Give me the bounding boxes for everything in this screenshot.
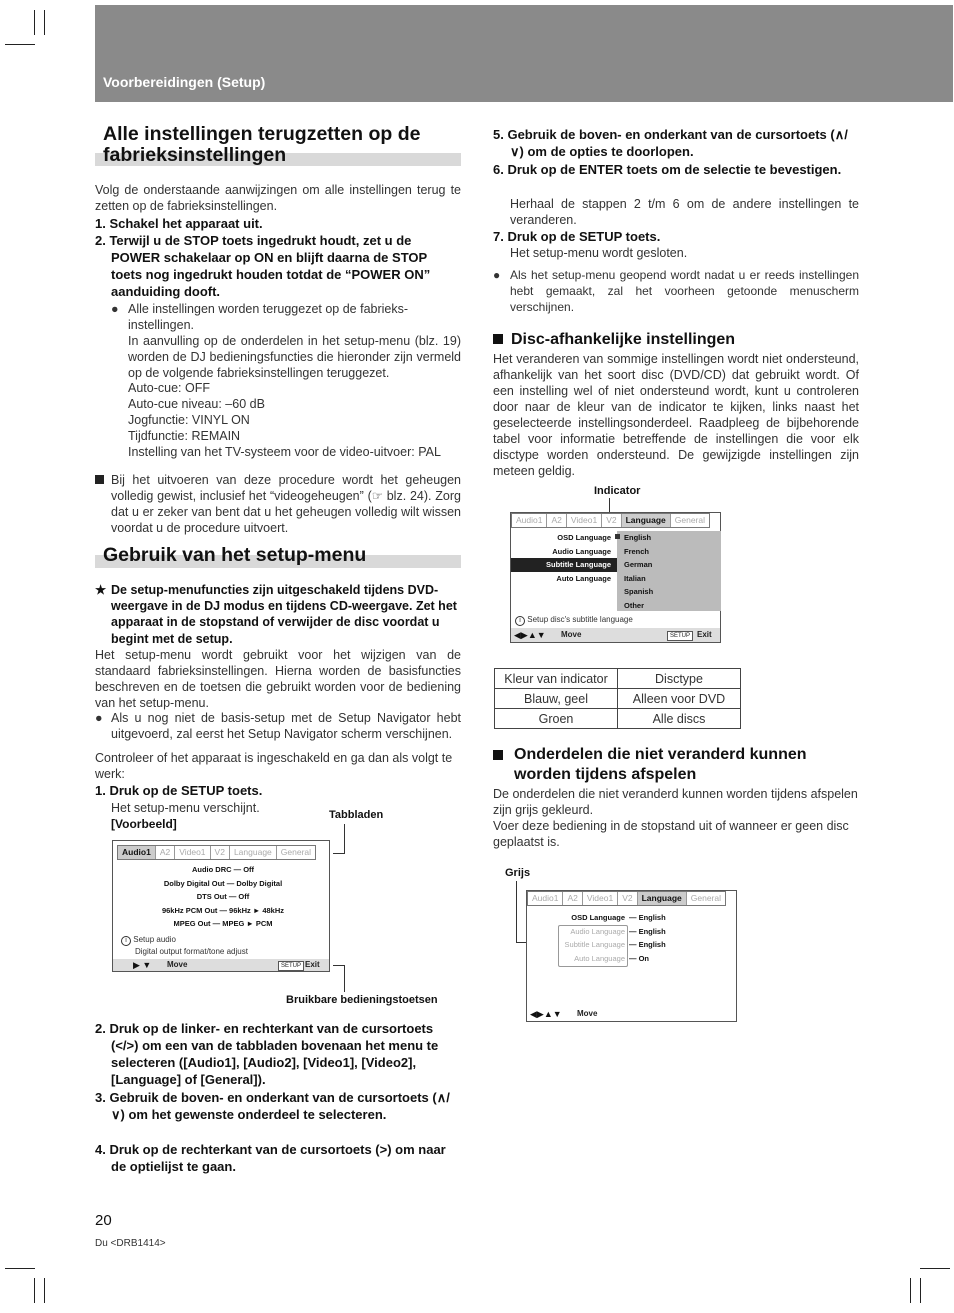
indicator-label: Indicator [594,485,641,497]
callout-line [344,824,345,854]
parts-para-2: Voer deze bediening in de stopstand uit of wanneer er geen disc geplaatst is. [493,819,849,849]
osd-item: OSD Language [571,913,625,922]
step-setup-6-note: Herhaal de stappen 2 t/m 6 om de andere instellingen te veranderen. [510,197,859,227]
crop-mark [44,1278,45,1303]
defaults-list [128,380,461,460]
section-title-setup: Gebruik van het setup-menu [103,544,367,566]
osd-tab-audio1: Audio1 [528,892,563,905]
osd-tab-video1: Video1 [583,892,618,905]
bullet-text: Als u nog niet de basis-setup met de Setup Navigator hebt uitgevoerd, zal eerst het Setup Navigator scherm verschijnen. [111,711,461,741]
indicator-mark [615,534,620,539]
osd-option: Other [624,600,645,610]
table-cell: Blauw, geel [495,689,618,709]
osd-tab-language: Language [638,892,687,905]
default-item: Auto-cue: OFF [128,381,210,395]
star-note [95,582,461,647]
osd-option: Italian [624,573,646,583]
osd-tab-language: Language [230,846,277,859]
disc-heading-text: Disc-afhankelijke instellingen [511,331,736,348]
osd-exit: Exit [697,630,712,639]
table-cell: Alle discs [618,709,741,729]
tabbladen-label: Tabbladen [329,809,384,821]
table-cell: Disctype [618,669,741,689]
setup-key-icon: SETUP [278,961,304,971]
step-setup-7: 7. Druk op de SETUP toets. [493,229,661,244]
cursor-keys-icon: ▶ ▼ [133,960,152,970]
osd-item-grey: Auto Language [574,953,625,963]
osd-tab-general: General [280,847,312,857]
callout-line [333,853,345,854]
osd-exit: Exit [305,960,320,969]
osd-tab-general: General [674,515,706,525]
bullet-dot: ● [111,302,119,316]
step-setup-1: 1. Druk op de SETUP toets. [95,783,263,798]
step-setup-5: 5. Gebruik de boven- en onderkant van de cursortoets (∧/∨) om de opties te doorlopen. [493,127,848,159]
info-icon: i [121,936,131,946]
heading-square-icon [493,334,503,344]
table-row [495,709,741,729]
menu-bullet [493,267,859,315]
osd-help-line: Setup audio [133,935,176,944]
crop-mark [920,1268,950,1269]
grey-items-example [526,890,737,1022]
setup-para: Het setup-menu wordt gebruikt voor het wijzigen van de standaard fabrieksinstellingen. Hierna worden de basisfuncties beschreven en de toetsen die gebruikt worden voor de bediening van het setup-menu. [95,648,461,710]
step-2: 2. Terwijl u de STOP toets ingedrukt houdt, zet u de POWER schakelaar op ON en blijft daarna de STOP toets nog ingedrukt houden totdat de “POWER ON” aanduiding dooft. [95,233,431,299]
osd-help-line: Digital output format/tone adjust [135,947,248,956]
crop-mark [910,1278,911,1303]
navigator-bullet [95,710,461,742]
language-menu-example [510,512,721,643]
example-label: [Voorbeeld] [111,817,177,831]
osd-move: Move [561,630,582,639]
osd-tab-video1: Video1 [175,846,210,859]
osd-tab-a2: A2 [563,892,582,905]
note-square-icon [95,475,104,484]
osd-item: Audio DRC — Off [191,865,255,874]
table-cell: Groen [495,709,618,729]
default-item: Instelling van het TV-systeem voor de video-uitvoer: PAL [128,445,441,459]
osd-items [133,863,313,931]
step-1: 1. Schakel het apparaat uit. [95,216,263,231]
step-setup-3: 3. Gebruik de boven- en onderkant van de cursortoets (∧/∨) om het gewenste onderdeel te selecteren. [95,1090,450,1122]
crop-mark [5,44,35,45]
default-item: Tijdfunctie: REMAIN [128,429,241,443]
note-text: Bij het uitvoeren van deze procedure wordt het geheugen volledig gewist, inclusief het “videogeheugen” (☞ blz. 24). Zorg dat u er zeker van bent dat u het geheugen volledig wilt wissen voordat u de procedure uitvoert. [111,473,461,535]
default-item: Auto-cue niveau: –60 dB [128,397,265,411]
osd-item: Dolby Digital Out — Dolby Digital [163,878,283,888]
setup-menu-example [112,840,330,972]
parts-heading [493,745,859,785]
info-icon: i [515,616,525,626]
intro-text: Volg de onderstaande aanwijzingen om alle instellingen terug te zetten op de fabrieksinstellingen. [95,183,461,213]
table-row [495,689,741,709]
bullet-dot: ● [95,711,103,725]
disc-heading [493,330,859,350]
osd-item: Audio Language [552,546,611,556]
osd-option: German [624,560,653,569]
osd-tab-v2: V2 [618,892,637,905]
doc-code: Du <DRB1414> [95,1238,166,1249]
osd-bottom-bar [113,959,329,971]
step-setup-6: 6. Druk op de ENTER toets om de selectie te bevestigen. [493,162,842,177]
osd-value: English [638,940,666,949]
osd-item-selected: Subtitle Language [545,560,611,569]
keys-label: Bruikbare bedieningstoetsen [286,994,438,1006]
star-icon: ★ [95,583,107,597]
cursor-keys-icon: ◀▶▲▼ [530,1009,562,1019]
setup-key-icon: SETUP [667,631,693,641]
osd-items [527,911,625,965]
osd-item: 96kHz PCM Out — 96kHz ► 48kHz [161,905,285,915]
callout-line [333,965,345,966]
parts-para-1: De onderdelen die niet veranderd kunnen worden tijdens afspelen zijn grijs gekleurd. [493,787,858,817]
osd-item: DTS Out — Off [196,892,250,901]
osd-tab-a2: A2 [547,514,566,527]
osd-value: English [638,926,666,936]
crop-mark [920,1278,921,1303]
disc-para: Het veranderen van sommige instellingen wordt niet ondersteund, afhankelijk van het soort disc (DVD/CD) dat gebruikt wordt. Of een instelling wel of niet ondersteund wordt, kunt u controleren door naar de kleur van de indicator te kijken, links naast het geselecteerde instellingsonderdeel. Raadpleeg de bijbehorende tabel voor informatie betreffende de instellingen die voor elk disctype worden ondersteund. De gewijzigde instellingen zijn meteen geldig. [493,352,859,478]
bullet-reset [111,301,461,333]
osd-option: English [624,533,652,542]
callout-line [344,965,345,992]
osd-items [511,531,611,585]
osd-option: French [624,546,650,556]
osd-item: Auto Language [556,573,611,583]
osd-tab-v2: V2 [602,514,621,527]
osd-tab-language: Language [622,514,671,527]
step-setup-7-note: Het setup-menu wordt gesloten. [510,246,688,260]
step-setup-1-note: Het setup-menu verschijnt. [111,801,260,815]
osd-item: OSD Language [557,533,611,542]
table-row [495,669,741,689]
osd-values: — English — English — English — On [629,913,666,963]
bullet-text: Als het setup-menu geopend wordt nadat u er reeds instellingen hebt gemaakt, zal het voorheen getoonde menuscherm verschijnen. [510,268,859,314]
osd-tab-row [527,891,726,906]
bullet-text: Alle instellingen worden teruggezet op de fabrieks-instellingen. [128,302,409,332]
memory-note [95,472,461,536]
osd-item-grey: Audio Language [570,926,625,936]
osd-tab-v2: V2 [211,846,230,859]
table-cell: Kleur van indicator [495,669,618,689]
crop-mark [44,10,45,35]
crop-mark [34,1278,35,1303]
heading-square-icon [493,750,503,760]
step-setup-4: 4. Druk op de rechterkant van de cursortoets (>) om naar de optielijst te gaan. [95,1142,446,1174]
star-text: De setup-menufuncties zijn uitgeschakeld tijdens DVD-weergave in de DJ modus en tijdens CD-weergave. Zet het apparaat in de stopstand of verwijder de disc voordat u begint met de setup. [111,583,457,646]
osd-value: On [638,953,650,963]
osd-tab-audio1: Audio1 [118,846,156,859]
section-label: Voorbereidingen (Setup) [103,74,266,90]
default-item: Jogfunctie: VINYL ON [128,413,250,427]
crop-mark [5,1268,35,1269]
osd-option: Spanish [624,587,654,596]
bullet-extra: In aanvulling op de onderdelen in het setup-menu (blz. 19) worden de DJ bedieningsfuncties die hieronder zijn vermeld op de volgende fabrieksinstellingen teruggezet. [128,334,461,380]
page-number: 20 [95,1212,112,1229]
bullet-dot: ● [493,268,501,282]
osd-item: MPEG Out — MPEG ► PCM [173,919,273,928]
indicator-table [494,668,741,729]
osd-options [624,531,653,612]
osd-bottom-bar [511,628,720,642]
osd-value: English [638,913,666,922]
section-title-reset: Alle instellingen terugzetten op de fabrieksinstellingen [103,123,421,166]
grijs-label: Grijs [505,867,531,879]
osd-item-grey: Subtitle Language [564,940,625,949]
osd-tab-row [117,845,316,860]
cursor-keys-icon: ◀▶▲▼ [514,630,546,640]
osd-tab-video1: Video1 [567,514,602,527]
parts-heading-text: Onderdelen die niet veranderd kunnen worden tijdens afspelen [514,746,807,783]
osd-move: Move [167,960,188,969]
check-para: Controleer of het apparaat is ingeschakeld en ga dan als volgt te werk: [95,751,453,781]
osd-move: Move [577,1009,598,1018]
crop-mark [34,10,35,35]
osd-help [121,934,248,957]
step-setup-2: 2. Druk op de linker- en rechterkant van de cursortoets (</>) om een van de tabbladen bovenaan het menu te selecteren ([Audio1], [Audio2], [Video1], [Video2], [Language] of [General]). [95,1021,439,1087]
osd-tab-row [511,513,710,528]
osd-tab-audio1: Audio1 [512,514,547,527]
osd-tab-general: General [690,893,722,903]
callout-line [516,881,517,943]
table-cell: Alleen voor DVD [618,689,741,709]
osd-help [515,614,633,626]
osd-help-line: Setup disc's subtitle language [527,615,633,624]
osd-tab-a2: A2 [156,846,175,859]
